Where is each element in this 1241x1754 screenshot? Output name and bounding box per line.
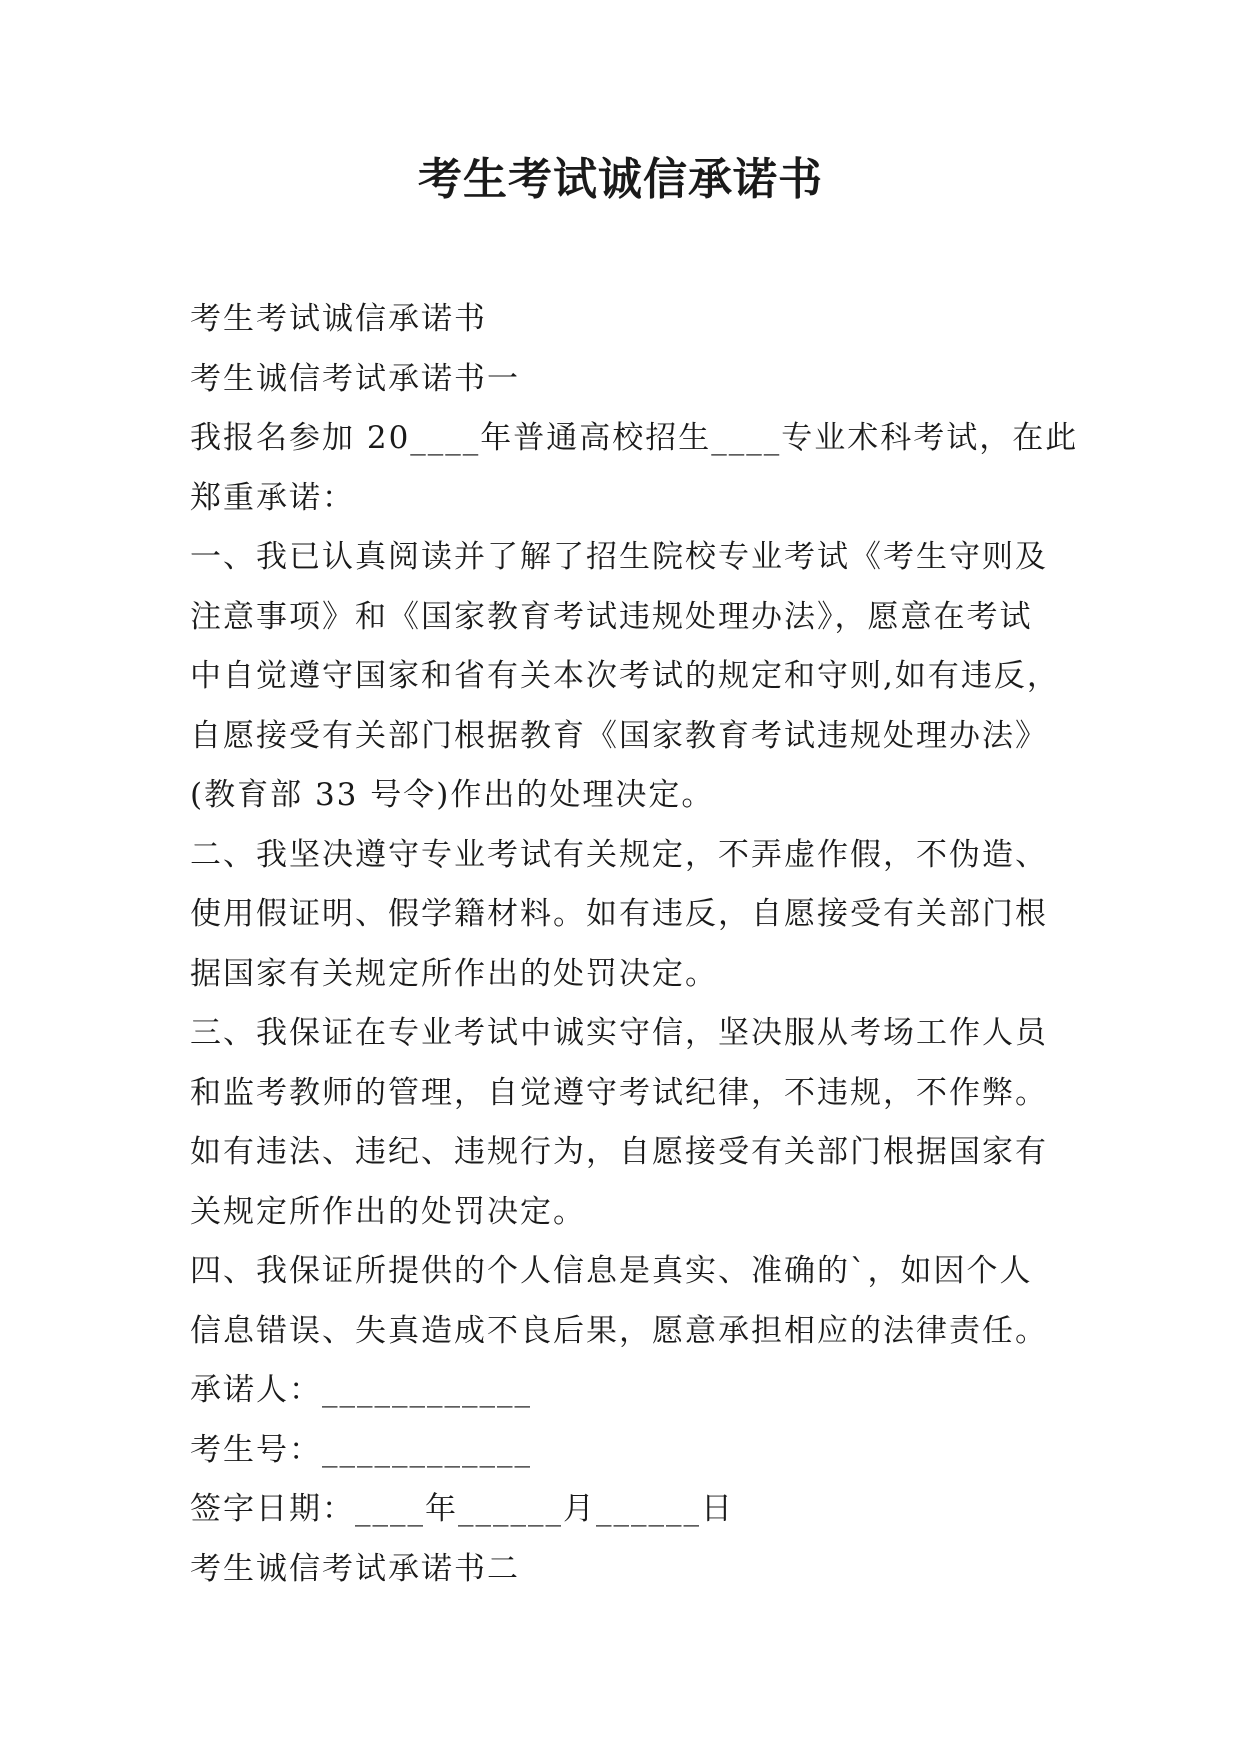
- candidate-number-field: 考生号：____________: [190, 1431, 532, 1468]
- section-heading-two: 考生诚信考试承诺书二: [190, 1550, 520, 1587]
- paragraph-line: 据国家有关规定所作出的处罚决定。: [190, 955, 718, 992]
- section-heading-one: 考生诚信考试承诺书一: [190, 360, 520, 397]
- paragraph-line: 注意事项》和《国家教育考试违规处理办法》，愿意在考试: [190, 598, 1033, 635]
- paragraph-line: 使用假证明、假学籍材料。如有违反，自愿接受有关部门根: [190, 896, 1048, 932]
- paragraph-line: 中自觉遵守国家和省有关本次考试的规定和守则,如有违反，: [190, 658, 1060, 694]
- paragraph-line: (教育部 33 号令)作出的处理决定。: [190, 777, 715, 813]
- paragraph-line: 四、我保证所提供的个人信息是真实、准确的`，如因个人: [190, 1253, 1033, 1289]
- signing-date-field: 签字日期：____年______月______日: [190, 1491, 734, 1527]
- paragraph-line: 自愿接受有关部门根据教育《国家教育考试违规处理办法》: [190, 717, 1048, 754]
- paragraph-line: 郑重承诺：: [190, 479, 355, 516]
- paragraph-line: 我报名参加 20____年普通高校招生____专业术科考试，在此: [190, 420, 1079, 456]
- subtitle-line: 考生考试诚信承诺书: [190, 301, 487, 337]
- paragraph-line: 关规定所作出的处罚决定。: [190, 1193, 586, 1230]
- document-body: [190, 290, 1079, 1599]
- paragraph-line: 一、我已认真阅读并了解了招生院校专业考试《考生守则及: [190, 539, 1048, 575]
- signer-field: 承诺人：____________: [190, 1372, 532, 1408]
- paragraph-line: 和监考教师的管理，自觉遵守考试纪律，不违规，不作弊。: [190, 1074, 1048, 1111]
- paragraph-line: 信息错误、失真造成不良后果，愿意承担相应的法律责任。: [190, 1312, 1048, 1349]
- paragraph-line: 二、我坚决遵守专业考试有关规定，不弄虚作假，不伪造、: [190, 836, 1048, 873]
- paragraph-line: 三、我保证在专业考试中诚实守信，坚决服从考场工作人员: [190, 1015, 1048, 1051]
- document-title: 考生考试诚信承诺书: [418, 154, 823, 205]
- paragraph-line: 如有违法、违纪、违规行为，自愿接受有关部门根据国家有: [190, 1134, 1048, 1170]
